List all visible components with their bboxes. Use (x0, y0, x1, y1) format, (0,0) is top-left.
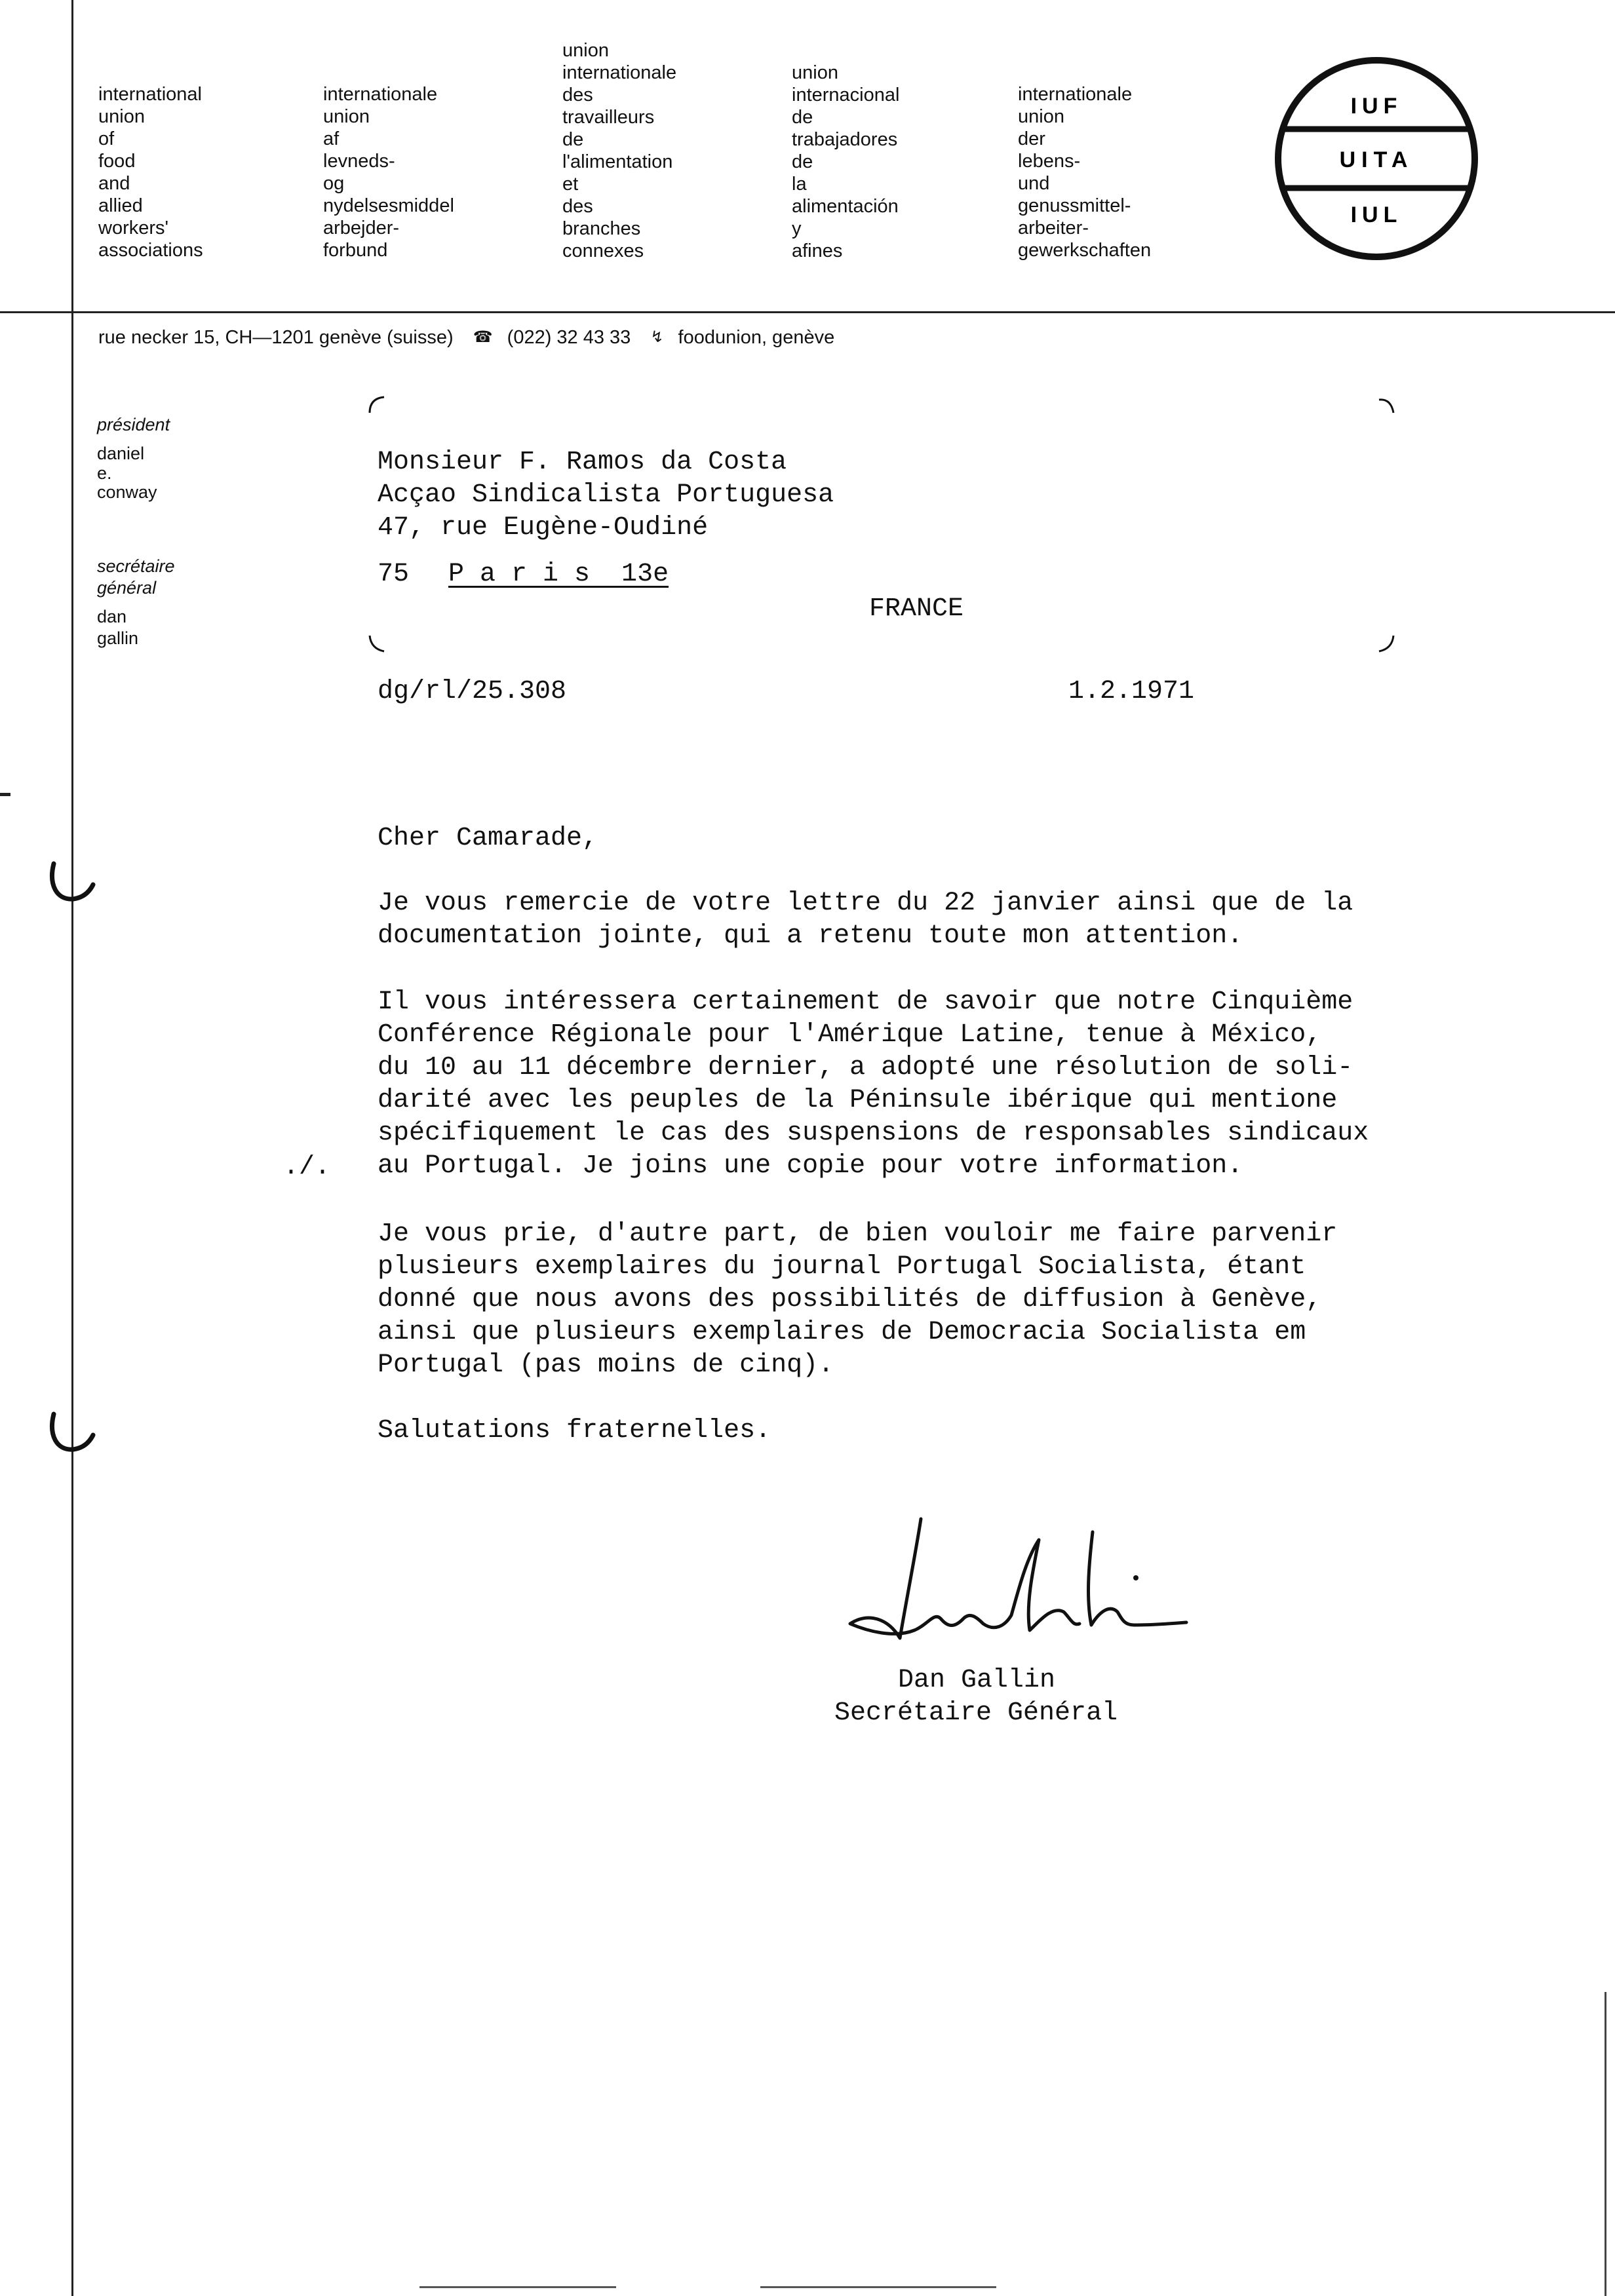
letterhead-word: gewerkschaften (1018, 240, 1152, 261)
secretary-label: général (97, 578, 157, 598)
enclosure-mark: ./. (283, 1153, 331, 1182)
letterhead-word: afines (792, 240, 843, 261)
letterhead-word: and (98, 173, 130, 194)
body-paragraph (378, 986, 1369, 1183)
letterhead-word: lebens- (1018, 151, 1081, 172)
body-line: plusieurs exemplaires du journal Portugal Socialista, étant (378, 1252, 1306, 1282)
handwritten-signature (842, 1514, 1190, 1664)
letterhead-word: internacional (792, 85, 900, 105)
president-label: président (97, 415, 170, 434)
body-line: Portugal (pas moins de cinq). (378, 1350, 834, 1380)
letterhead-word: des (562, 196, 593, 217)
president-name-line: daniel (97, 444, 145, 463)
letterhead-word: levneds- (323, 151, 395, 172)
letterhead-word: international (98, 84, 202, 105)
letterhead-word: workers' (98, 218, 169, 239)
letter-date: 1.2.1971 (1068, 677, 1195, 706)
president-name-line: conway (97, 482, 157, 502)
body-line: Je vous prie, d'autre part, de bien vouloir me faire parvenir (378, 1219, 1338, 1249)
president-name-line: e. (97, 463, 112, 483)
postal-address: rue necker 15, CH—1201 genève (suisse) (98, 327, 454, 349)
body-line: Il vous intéressera certainement de savoir que notre Cinquième (378, 987, 1353, 1017)
body-paragraph (378, 1218, 1337, 1382)
letterhead-word: associations (98, 240, 203, 261)
letterhead-word: und (1018, 173, 1050, 194)
letterhead-word: trabajadores (792, 129, 898, 150)
contact-line (98, 324, 834, 351)
letterhead-word: et (562, 174, 579, 195)
letterhead-spanish (792, 62, 899, 262)
letterhead-word: internationale (1018, 84, 1133, 105)
letterhead-word: des (562, 85, 593, 105)
letterhead-word: allied (98, 195, 143, 216)
letterhead-word: nydelsesmiddel (323, 195, 454, 216)
body-line: Conférence Régionale pour l'Amérique Latine, tenue à México, (378, 1020, 1322, 1050)
recipient-city: P a r i s 13e (448, 560, 669, 589)
letterhead-german (1018, 83, 1151, 261)
body-line: donné que nous avons des possibilités de diffusion à Genève, (378, 1285, 1322, 1314)
logo-text-top: IUF (1350, 94, 1403, 119)
logo-text-bottom: IUL (1350, 202, 1403, 227)
letterhead-word: branches (562, 218, 641, 239)
window-corner-mark (367, 394, 387, 414)
right-edge-rule (1605, 1992, 1606, 2296)
closing: Salutations fraternelles. (378, 1416, 771, 1445)
letterhead-word: y (792, 218, 802, 239)
logo-text-middle: UITA (1339, 147, 1414, 172)
punch-hole-mark (45, 1409, 97, 1461)
president-block (97, 414, 170, 503)
recipient-country: FRANCE (869, 594, 964, 624)
window-corner-mark (1376, 634, 1396, 654)
letterhead-word: travailleurs (562, 107, 655, 128)
letterhead-word: forbund (323, 240, 388, 261)
telegram-icon: ↯ (650, 328, 664, 347)
body-line: documentation jointe, qui a retenu toute mon attention. (378, 921, 1243, 951)
body-line: Je vous remercie de votre lettre du 22 janvier ainsi que de la (378, 889, 1353, 918)
letterhead-word: alimentación (792, 196, 899, 217)
window-corner-mark (1376, 394, 1396, 414)
body-line: darité avec les peuples de la Péninsule ibérique qui mentione (378, 1086, 1338, 1115)
signatory-name: Dan Gallin (898, 1666, 1056, 1695)
secretary-label: secrétaire (97, 556, 175, 576)
body-line: ainsi que plusieurs exemplaires de Democracia Socialista em (378, 1318, 1306, 1347)
body-line: spécifiquement le cas des suspensions de responsables sindicaux (378, 1119, 1369, 1148)
postal-code: 75 (378, 560, 410, 589)
letterhead-danish (323, 83, 454, 261)
letterhead-word: de (562, 129, 584, 150)
letterhead-word: de (792, 151, 813, 172)
letterhead-word: of (98, 128, 115, 149)
recipient-address (378, 446, 834, 545)
letterhead-word: arbeiter- (1018, 218, 1089, 239)
secretary-block (97, 556, 175, 649)
letterhead-word: union (323, 106, 370, 127)
secretary-name-line: gallin (97, 628, 139, 648)
recipient-city-line (378, 558, 669, 591)
window-corner-mark (367, 634, 387, 654)
phone-icon: ☎ (473, 328, 493, 347)
letterhead-word: genussmittel- (1018, 195, 1131, 216)
letterhead-word: af (323, 128, 340, 149)
fold-mark (0, 793, 10, 796)
letterhead-word: union (562, 40, 609, 61)
letterhead-word: l'alimentation (562, 151, 673, 172)
margin-rule (71, 0, 73, 2296)
letterhead-word: arbejder- (323, 218, 400, 239)
letterhead-word: la (792, 174, 807, 195)
letterhead-word: der (1018, 128, 1045, 149)
letterhead-word: union (1018, 106, 1064, 127)
recipient-line: Acçao Sindicalista Portuguesa (378, 480, 834, 510)
body-line: du 10 au 11 décembre dernier, a adopté une résolution de soli- (378, 1053, 1353, 1082)
recipient-line: 47, rue Eugène-Oudiné (378, 513, 709, 543)
letterhead-word: og (323, 173, 345, 194)
letterhead-word: internationale (323, 84, 438, 105)
letterhead-english (98, 83, 203, 261)
letterhead-word: connexes (562, 240, 644, 261)
signatory-title: Secrétaire Général (834, 1698, 1118, 1728)
letterhead-word: union (98, 106, 145, 127)
phone-number: (022) 32 43 33 (507, 327, 631, 349)
letterhead-word: de (792, 107, 813, 128)
scan-artifact (419, 2286, 616, 2288)
recipient-line: Monsieur F. Ramos da Costa (378, 448, 787, 477)
body-paragraph (378, 887, 1353, 953)
punch-hole-mark (45, 858, 97, 911)
salutation: Cher Camarade, (378, 824, 598, 853)
iuf-logo (1274, 56, 1479, 261)
letterhead-word: food (98, 151, 136, 172)
scan-artifact (760, 2286, 996, 2288)
letterhead-french (562, 39, 676, 262)
letterhead-word: union (792, 62, 838, 83)
telegram-address: foodunion, genève (678, 327, 835, 349)
secretary-name-line: dan (97, 607, 127, 626)
body-line: au Portugal. Je joins une copie pour votre information. (378, 1151, 1243, 1181)
reference-number: dg/rl/25.308 (378, 677, 567, 706)
letterhead-word: internationale (562, 62, 677, 83)
letterhead-rule (0, 311, 1615, 313)
